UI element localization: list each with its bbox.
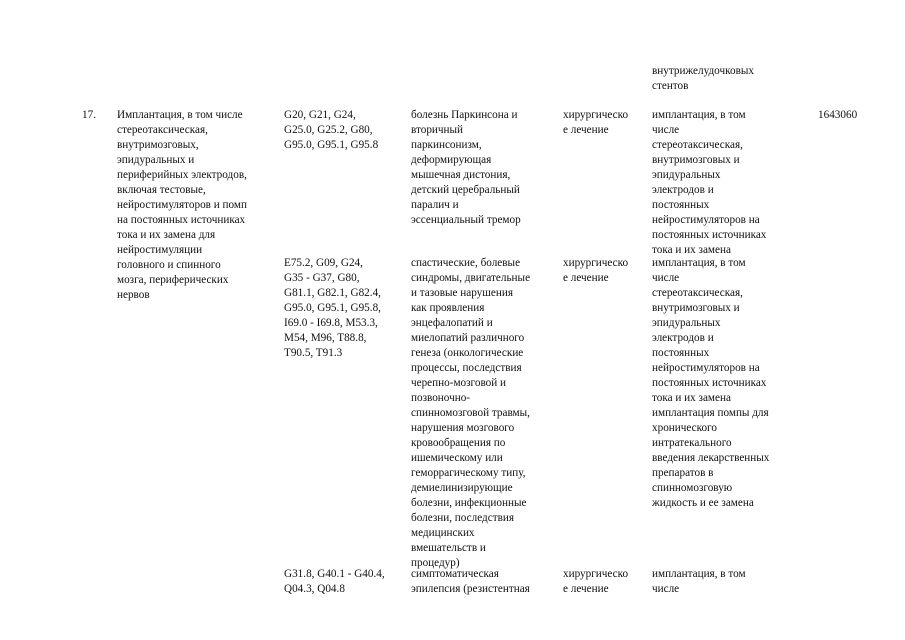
text-line: на постоянных источниках <box>117 214 246 226</box>
text-line: как проявления <box>411 302 485 314</box>
disease-description <box>411 256 530 571</box>
text-line: G31.8, G40.1 - G40.4, <box>284 568 385 580</box>
disease-description <box>411 567 530 597</box>
text-line: постоянных <box>652 347 710 359</box>
text-line: G81.1, G82.1, G82.4, <box>284 287 381 299</box>
text-line: внутримозговых и <box>652 302 740 314</box>
treatment-type <box>563 108 628 138</box>
text-line: е лечение <box>563 124 609 136</box>
text-line: вторичный <box>411 124 464 136</box>
procedure-name <box>117 108 247 303</box>
text-line: энцефалопатий и <box>411 317 493 329</box>
text-line: нейростимуляции <box>117 244 203 256</box>
text-line: числе <box>652 583 680 595</box>
continued-method-text <box>652 64 754 94</box>
text-line: периферийных электродов, <box>117 169 247 181</box>
text-line: болезнь Паркинсона и <box>411 109 518 121</box>
text-line: нейростимуляторов и помп <box>117 199 247 211</box>
text-line: жидкость и ее замена <box>652 497 754 509</box>
text-line: стереотаксическая, <box>652 139 743 151</box>
text-line: процедур) <box>411 557 460 569</box>
text-line: мышечная дистония, <box>411 169 511 181</box>
treatment-type <box>563 567 628 597</box>
text-line: нейростимуляторов на <box>652 362 760 374</box>
row-number: 17. <box>82 109 96 121</box>
text-line: электродов и <box>652 332 714 344</box>
text-line: включая тестовые, <box>117 184 206 196</box>
text-line: эссенциальный тремор <box>411 214 521 226</box>
text-line: нейростимуляторов на <box>652 214 760 226</box>
text-line: эпилепсия (резистентная <box>411 583 530 595</box>
text-line: паркинсонизм, <box>411 139 482 151</box>
text-line: хирургическо <box>563 109 629 121</box>
text-line: миелопатий различного <box>411 332 525 344</box>
text-line: стереотаксическая, <box>652 287 743 299</box>
text-line: внутримозговых и <box>652 154 740 166</box>
text-line: постоянных источниках <box>652 229 767 241</box>
text-line: позвоночно- <box>411 392 471 404</box>
icd-codes <box>284 256 381 361</box>
text-line: болезни, инфекционные <box>411 497 527 509</box>
text-line: деформирующая <box>411 154 492 166</box>
text-line: G95.0, G95.1, G95.8 <box>284 139 379 151</box>
text-line: мозга, периферических <box>117 274 229 286</box>
text-line: спинномозговую <box>652 482 733 494</box>
text-line: имплантация, в том <box>652 257 746 269</box>
text-line: медицинских <box>411 527 475 539</box>
text-line: хирургическо <box>563 257 629 269</box>
text-line: детский церебральный <box>411 184 520 196</box>
text-line: процессы, последствия <box>411 362 522 374</box>
text-line: постоянных источниках <box>652 377 767 389</box>
treatment-method <box>652 567 746 597</box>
text-line: ишемическому или <box>411 452 503 464</box>
text-line: тока и их замена <box>652 392 731 404</box>
text-line: Имплантация, в том числе <box>117 109 243 121</box>
treatment-method <box>652 256 769 511</box>
text-line: тока и их замена <box>652 244 731 256</box>
text-line: эпидуральных и <box>117 154 195 166</box>
text-line: нервов <box>117 289 150 301</box>
text-line: спинномозговой травмы, <box>411 407 530 419</box>
text-line: хирургическо <box>563 568 629 580</box>
disease-description <box>411 108 521 228</box>
text-line: M54, M96, T88.8, <box>284 332 367 344</box>
text-line: G25.0, G25.2, G80, <box>284 124 373 136</box>
text-line: черепно-мозговой и <box>411 377 507 389</box>
text-line: нарушения мозгового <box>411 422 515 434</box>
text-line: G35 - G37, G80, <box>284 272 360 284</box>
text-line: введения лекарственных <box>652 452 770 464</box>
text-line: генеза (онкологические <box>411 347 524 359</box>
text-line: болезни, последствия <box>411 512 514 524</box>
text-line: внутримозговых, <box>117 139 199 151</box>
text-line: е лечение <box>563 272 609 284</box>
text-line: постоянных <box>652 199 710 211</box>
text-line: эпидуральных <box>652 317 721 329</box>
text-line: I69.0 - I69.8, M53.3, <box>284 317 378 329</box>
text-line: стереотаксическая, <box>117 124 208 136</box>
text-line: демиелинизирующие <box>411 482 513 494</box>
text-line: симптоматическая <box>411 568 499 580</box>
icd-codes <box>284 567 385 597</box>
text-line: хронического <box>652 422 717 434</box>
text-line: эпидуральных <box>652 169 721 181</box>
text-line: Q04.3, Q04.8 <box>284 583 345 595</box>
text-line: имплантация, в том <box>652 568 746 580</box>
text-line: имплантация помпы для <box>652 407 769 419</box>
text-line: и тазовые нарушения <box>411 287 513 299</box>
treatment-type <box>563 256 628 286</box>
text-line: G20, G21, G24, <box>284 109 356 121</box>
text-line: кровообращения по <box>411 437 506 449</box>
text-line: препаратов в <box>652 467 714 479</box>
text-line: T90.5, T91.3 <box>284 347 343 359</box>
text-line: тока и их замена для <box>117 229 216 241</box>
treatment-method <box>652 108 766 258</box>
cost-value: 1643060 <box>818 109 858 121</box>
text-line: E75.2, G09, G24, <box>284 257 363 269</box>
text-line: геморрагическому типу, <box>411 467 526 479</box>
text-line: интратекального <box>652 437 732 449</box>
text-line: электродов и <box>652 184 714 196</box>
text-line: синдромы, двигательные <box>411 272 531 284</box>
text-line: числе <box>652 124 680 136</box>
text-line: спастические, болевые <box>411 257 521 269</box>
text-line: G95.0, G95.1, G95.8, <box>284 302 381 314</box>
text-line: имплантация, в том <box>652 109 746 121</box>
text-line: стентов <box>652 80 689 92</box>
text-line: числе <box>652 272 680 284</box>
text-line: вмешательств и <box>411 542 486 554</box>
text-line: внутрижелудочковых <box>652 65 754 77</box>
text-line: е лечение <box>563 583 609 595</box>
icd-codes <box>284 108 378 153</box>
text-line: паралич и <box>411 199 459 211</box>
text-line: головного и спинного <box>117 259 221 271</box>
